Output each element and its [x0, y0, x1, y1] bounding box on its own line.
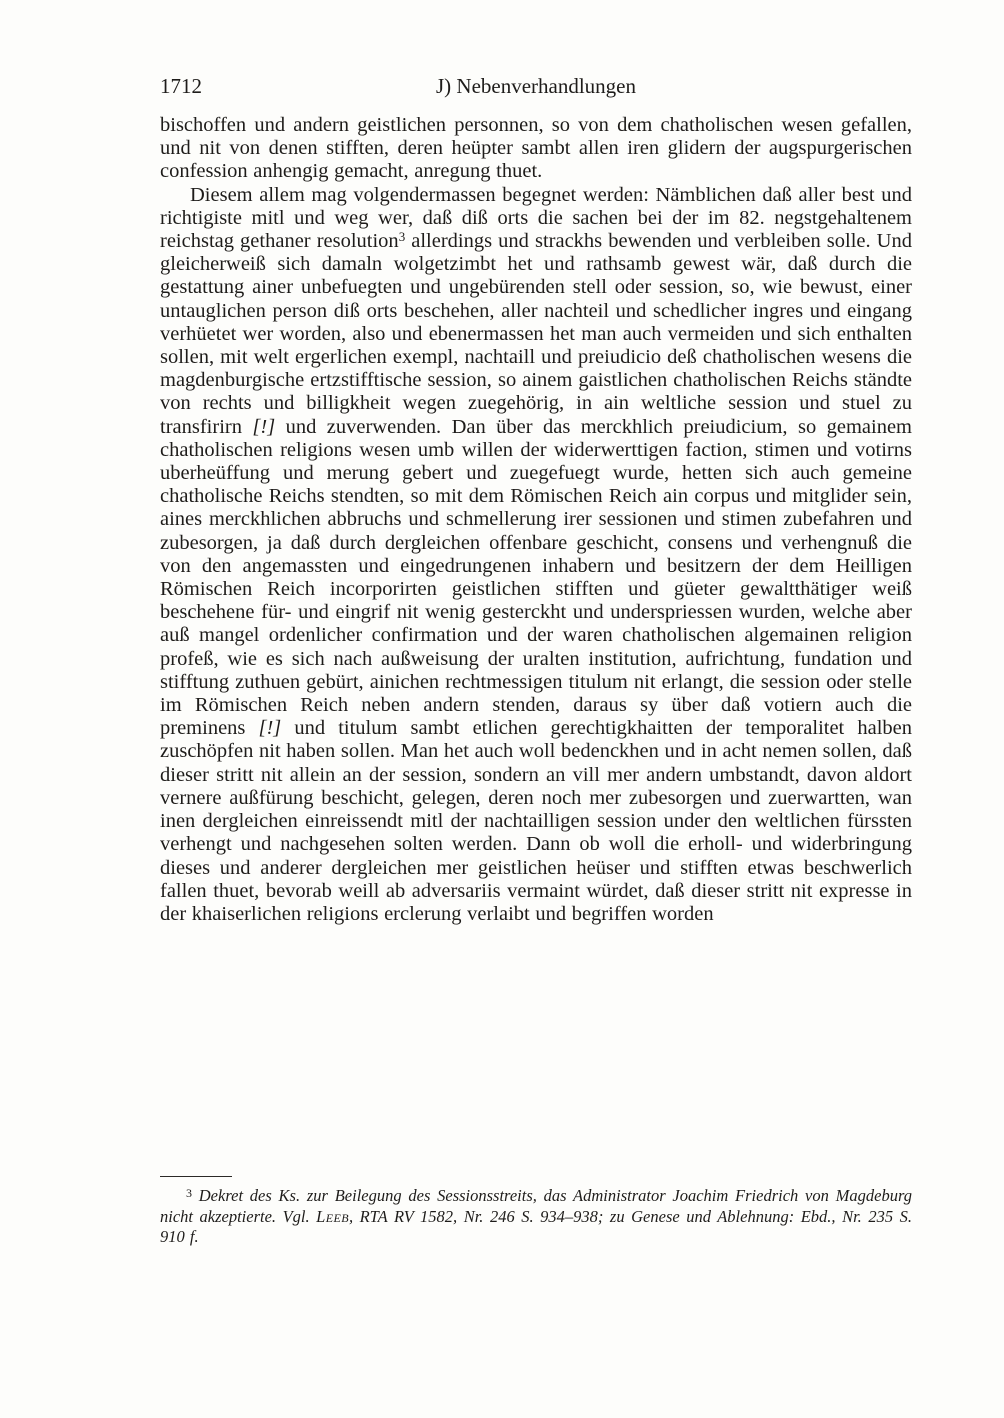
paragraph-text: und titulum sambt etlichen gerechtigkhaitten der temporalitet halben zuschöpfen nit haben sollen. Man het auch woll bedenckhen und in acht nemen sollen, daß dieser stritt nit allein an der session, sondern an vill mer andern umbstandt, davon aldort vernere außfürung beschicht, gelegen, deren noch mer zubesorgen und zuerwartten, wan inen dergleichen einreissendt mitl der nachtailligen session under den weltlichen fürssten verhengt und nachgesehen solten werden. Dann ob woll die erholl- und widerbringung dieses und anderer dergleichen mer geistlichen heüser und stifften etwas beschwerlich fallen thuet, bevorab weill ab adversariis vermaint würdet, daß dieser stritt nit expresse in der khaiserlichen religions erclerung verlaibt und begriffen worden: [160, 717, 912, 925]
page-number: 1712: [160, 74, 202, 98]
sic-marker: [!]: [258, 717, 282, 740]
paragraph-text: Diesem allem mag volgendermassen begegnet werden: Nämblichen daß aller best und richtigiste mitl und weg wer, daß diß orts die sachen bei der im 82. negstgehaltenem reichstag gethaner resolution: [160, 183, 912, 253]
text-column: [160, 74, 912, 926]
footnote-rule: [160, 1176, 232, 1177]
page-header: [160, 74, 912, 102]
paragraph: [160, 184, 912, 927]
footnote: [160, 1186, 912, 1248]
main-text: [160, 114, 912, 926]
footnote-marker: 3: [186, 1186, 192, 1200]
footnote-text: , RTA RV 1582, Nr. 246 S. 934–938; zu Genese und Ablehnung: Ebd., Nr. 235 S. 910 f.: [160, 1206, 912, 1247]
paragraph-text: bischoffen und andern geistlichen personnen, so von dem chatholischen wesen gefallen, und nit von denen stifften, deren heüpter sambt allen iren glidern der augspurgerischen confession anhengig gemacht, anregung thuet.: [160, 114, 912, 183]
footnote-author: Leeb: [316, 1206, 349, 1226]
footnote-area: [160, 1176, 912, 1248]
paragraph-text: allerdings und strackhs bewenden und verbleiben solle. Und gleicherweiß sich damaln wolgetzimbt het und rathsamb gewest wär, daß durch die gestattung ainer unbefuegten und ungebürenden stell oder session, so, wie bewust, einer untauglichen person diß orts beschehen, aller nachteil und schedlicher ingres und eingang verhüetet wer worden, also und ebenermassen het man auch vermeiden und sich enthalten sollen, mit welt ergerlichen exempl, nachtaill und preiudicio deß chatholischen wesens die magdenburgische ertzstifftische session, so ainem gaistlichen chatholischen Reichs ständte von rechts und billigkheit wegen zuegehörig, in ain weltliche session und stuel zu transfirirn: [160, 230, 912, 438]
sic-marker: [!]: [252, 415, 276, 438]
paragraph-text: und zuverwenden. Dan über das merckhlich preiudicium, so gemainem chatholischen religions wesen umb willen der widerwerttigen faction, stimen und votirns uberheüffung und merung gebert und zuegefuegt wurde, hetten sich auch gemeine chatholische Reichs stendten, so mit dem Römischen Reich ain corpus und mitglider sein, aines merckhlichen abbruchs und schmellerung irer sessionen und stimen zubefahren und zubesorgen, ja daß durch dergleichen offenbare geschicht, consens und verhengnuß die von den angemassten und eingedrungenen inhabern und besitzern der dem Heilligen Römischen Reich incorporirten geistlichen stifften und güeter gewaltthätiger weiß beschehene für- und eingrif nit wenig gesterckht und underspriessen wurden, welche aber auß mangel ordenlicher confirmation und der waren chatholischen algemainen religion profeß, wie es sich nach außweisung der uralten institution, aufrichtung, fundation und stifftung zuthuen gebürt, ainichen rechtmessigen titulum nit erlangt, die session oder stelle im Römischen Reich neben andern stenden, daraus sy über daß votiern auch die preminens: [160, 415, 912, 740]
footnote-text: Dekret des Ks. zur Beilegung des Sessionsstreits, das Administrator Joachim Friedrich von Magdeburg nicht akzeptierte. Vgl.: [160, 1186, 912, 1226]
running-header: J) Nebenverhandlungen: [435, 74, 636, 98]
footnote-reference: 3: [398, 229, 406, 245]
paragraph-continuation: [160, 114, 912, 184]
